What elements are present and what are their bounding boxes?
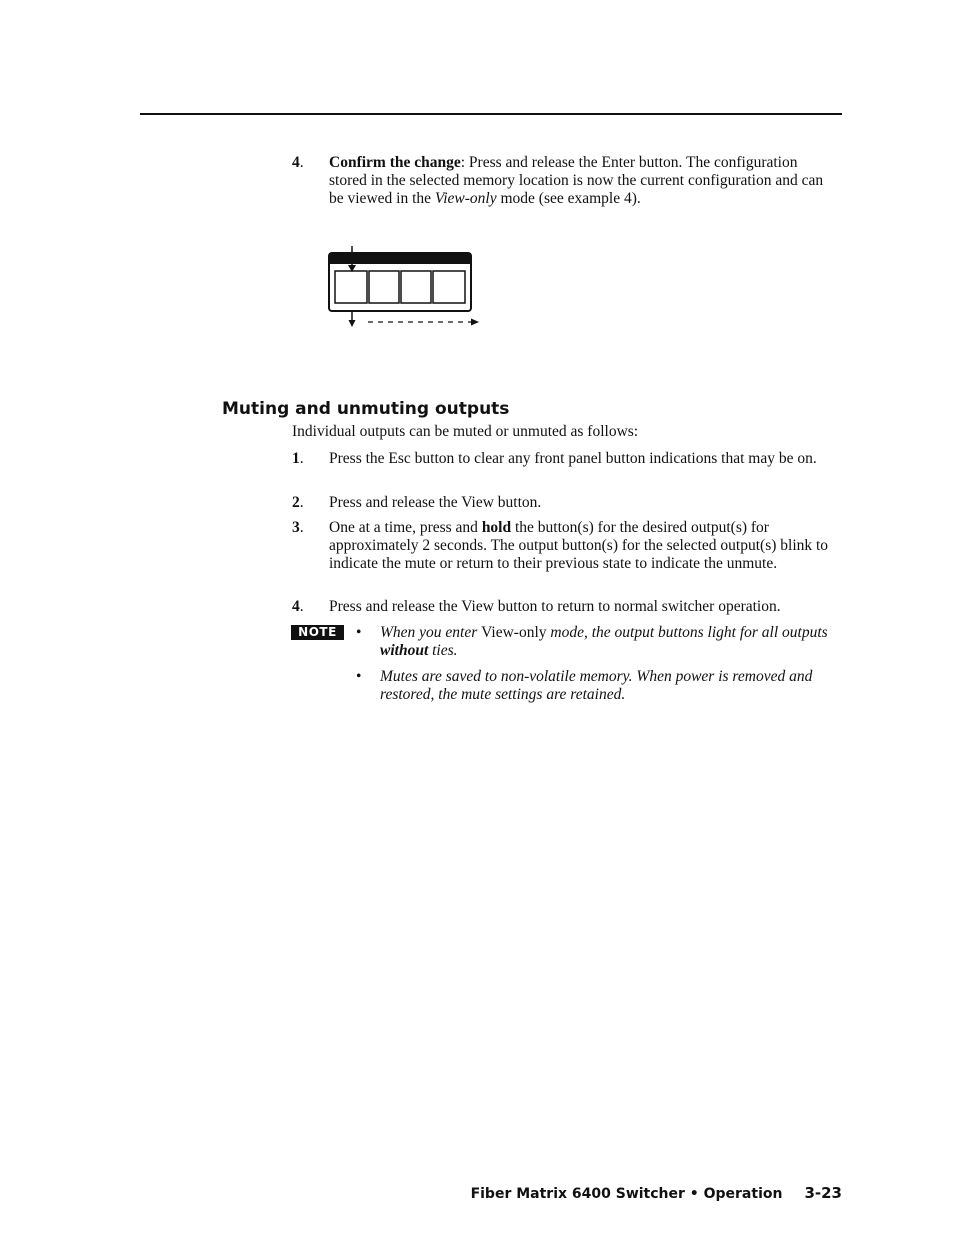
- note-text-c: ties.: [428, 642, 458, 659]
- step-lead: Confirm the change: [329, 154, 461, 171]
- note-text-a: When you enter: [380, 624, 482, 641]
- step-text: Press and release the View button to return to normal switcher operation.: [329, 598, 781, 615]
- step-text-b: mode (see example 4).: [496, 190, 641, 207]
- section-intro: Individual outputs can be muted or unmuted as follows:: [292, 423, 639, 440]
- footer-title: Fiber Matrix 6400 Switcher • Operation: [470, 1186, 783, 1202]
- note-text-b: mode, the output buttons light for all outputs: [546, 624, 828, 641]
- step-text-pre: One at a time, press and: [329, 519, 482, 536]
- step-number: 1.: [292, 450, 304, 467]
- note-text: Mutes are saved to non-volatile memory. When power is removed and restored, the mute settings are retained.: [380, 668, 813, 703]
- button-panel-diagram: [320, 242, 490, 334]
- step-number: 3.: [292, 519, 304, 536]
- panel-button-2: [369, 271, 399, 303]
- page-number: 3-23: [804, 1184, 842, 1202]
- section-title: Muting and unmuting outputs: [222, 399, 510, 419]
- note-text: [380, 624, 830, 660]
- step-number: 2.: [292, 494, 304, 511]
- release-arrow-head: [349, 320, 356, 327]
- panel-button-1: [335, 271, 367, 303]
- step-text-a: : Press and release the Enter button. The configuration stored in the selected memory location is now the current configuration and can be viewed in the: [329, 154, 824, 207]
- without-term: without: [380, 642, 429, 659]
- hold-term: hold: [481, 519, 512, 536]
- bullet-glyph: •: [356, 668, 362, 685]
- step-text: [329, 519, 829, 573]
- note-badge: NOTE: [291, 625, 344, 640]
- step-number: 4.: [292, 598, 304, 615]
- view-only-term: View-only: [434, 190, 497, 207]
- step-number: 4.: [292, 154, 304, 171]
- header-rule: [140, 113, 842, 115]
- step-text-post: the button(s) for the desired output(s) for approximately 2 seconds. The output button(s) for the selected output(s) blink to indicate the mute or return to their previous state to indicate the unmute.: [329, 519, 829, 572]
- page-footer: [471, 1184, 842, 1202]
- panel-button-3: [401, 271, 431, 303]
- step-text: Press the Esc button to clear any front panel button indications that may be on.: [329, 450, 817, 467]
- step-text: [329, 154, 829, 208]
- bullet-glyph: •: [356, 624, 362, 641]
- panel-header-bar: [329, 253, 471, 264]
- view-only-term: View-only: [481, 624, 547, 641]
- dashed-flow-arrow-head: [471, 319, 479, 326]
- panel-button-4: [433, 271, 465, 303]
- step-text: Press and release the View button.: [329, 494, 542, 511]
